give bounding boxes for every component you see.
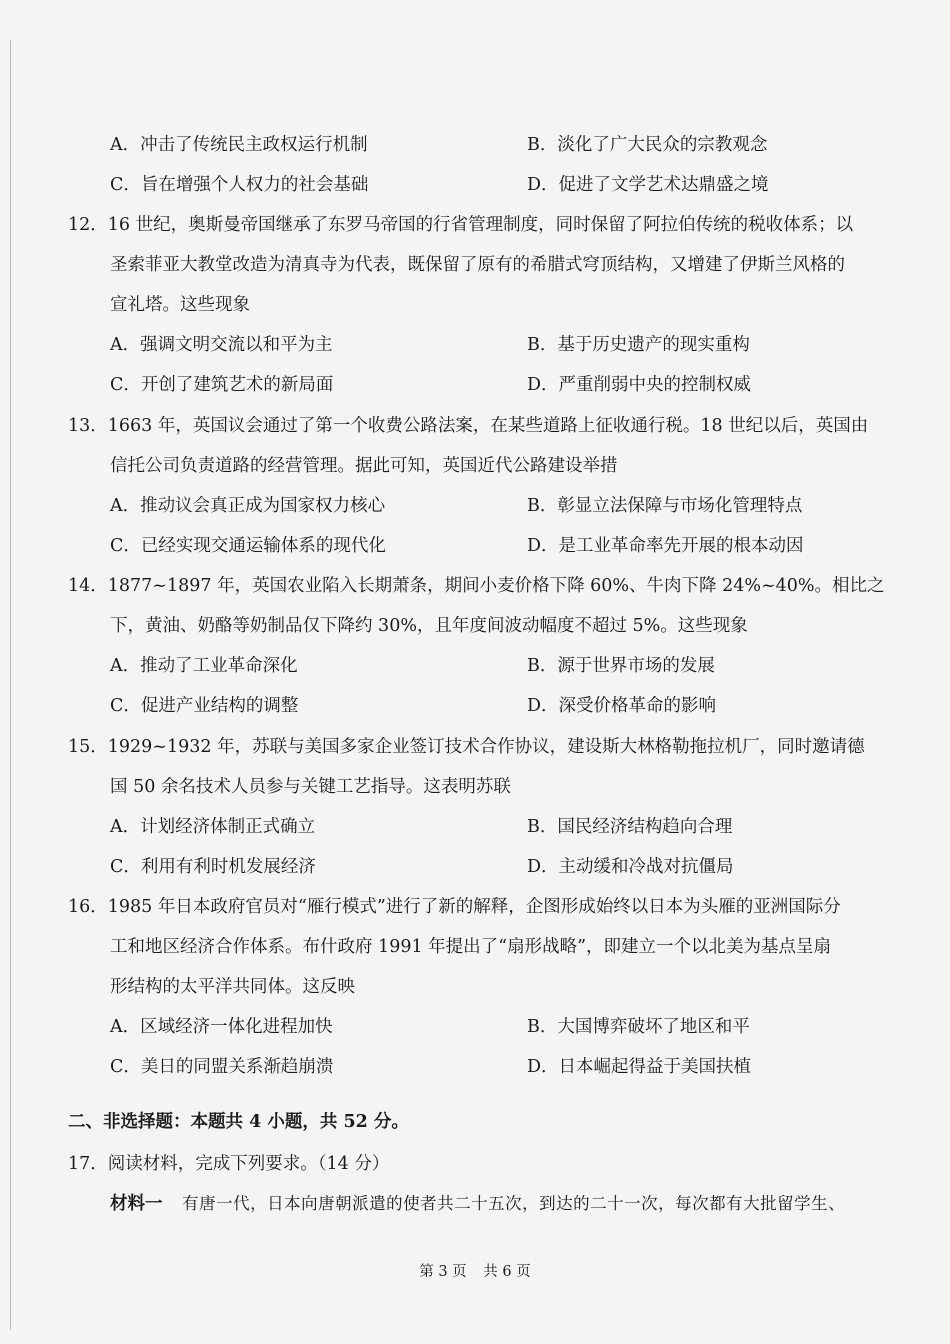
page-footer	[0, 1260, 950, 1281]
q16-option-a: A．区域经济一体化进程加快	[110, 1017, 333, 1037]
q14-option-b: B．源于世界市场的发展	[527, 656, 715, 676]
q15-stem-line2: 国 50 余名技术人员参与关键工艺指导。这表明苏联	[110, 777, 511, 797]
q12-option-a: A．强调文明交流以和平为主	[110, 335, 333, 355]
q11-option-c: C．旨在增强个人权力的社会基础	[110, 175, 369, 195]
page-number: 第 3 页	[419, 1264, 467, 1280]
q12-stem-line3: 宣礼塔。这些现象	[110, 295, 250, 315]
q13-option-b: B．彰显立法保障与市场化管理特点	[527, 496, 803, 516]
q13-stem-line1: 13．1663 年，英国议会通过了第一个收费公路法案，在某些道路上征收通行税。18 世纪以后，英国由	[68, 416, 869, 436]
q15-option-b: B．国民经济结构趋向合理	[527, 817, 733, 837]
q13-option-d: D．是工业革命率先开展的根本动因	[527, 536, 804, 556]
page-total: 共 6 页	[483, 1264, 531, 1280]
q15-option-c: C．利用有利时机发展经济	[110, 857, 316, 877]
material-text: 有唐一代，日本向唐朝派遣的使者共二十五次，到达的二十一次，每次都有大批留学生、	[182, 1194, 846, 1213]
q11-option-a: A．冲击了传统民主政权运行机制	[110, 135, 368, 155]
q11-option-b: B．淡化了广大民众的宗教观念	[527, 135, 768, 155]
q16-stem-line1: 16．1985 年日本政府官员对“雁行模式”进行了新的解释，企图形成始终以日本为头雁的亚洲国际分	[68, 897, 841, 917]
q13-option-a: A．推动议会真正成为国家权力核心	[110, 496, 386, 516]
material-label: 材料一	[110, 1194, 163, 1214]
q15-stem-line1: 15．1929~1932 年，苏联与美国多家企业签订技术合作协议，建设斯大林格勒拖拉机厂，同时邀请德	[68, 737, 865, 757]
q13-option-c: C．已经实现交通运输体系的现代化	[110, 536, 386, 556]
q12-option-c: C．开创了建筑艺术的新局面	[110, 375, 334, 395]
q12-option-d: D．严重削弱中央的控制权威	[527, 375, 752, 395]
q15-option-d: D．主动缓和冷战对抗僵局	[527, 857, 734, 877]
q12-option-b: B．基于历史遗产的现实重构	[527, 335, 750, 355]
q16-option-b: B．大国博弈破坏了地区和平	[527, 1017, 750, 1037]
page-margin-line	[10, 40, 11, 1330]
q15-option-a: A．计划经济体制正式确立	[110, 817, 316, 837]
q14-stem-line1: 14．1877~1897 年，英国农业陷入长期萧条，期间小麦价格下降 60%、牛肉下降 24%~40%。相比之	[68, 576, 885, 596]
q12-stem-line2: 圣索菲亚大教堂改造为清真寺为代表，既保留了原有的希腊式穹顶结构，又增建了伊斯兰风格的	[110, 255, 845, 275]
q14-stem-line2: 下，黄油、奶酪等奶制品仅下降约 30%，且年度间波动幅度不超过 5%。这些现象	[110, 616, 748, 636]
q13-stem-line2: 信托公司负责道路的经营管理。据此可知，英国近代公路建设举措	[110, 456, 618, 476]
q11-option-d: D．促进了文学艺术达鼎盛之境	[527, 175, 769, 195]
q12-stem-line1: 12．16 世纪，奥斯曼帝国继承了东罗马帝国的行省管理制度，同时保留了阿拉伯传统的税收体系；以	[68, 215, 854, 235]
q17-material-line	[110, 1192, 845, 1216]
q16-option-d: D．日本崛起得益于美国扶植	[527, 1057, 752, 1077]
q17-stem: 17．阅读材料，完成下列要求。（14 分）	[68, 1154, 390, 1174]
q16-stem-line3: 形结构的太平洋共同体。这反映	[110, 977, 355, 997]
q14-option-a: A．推动了工业革命深化	[110, 656, 298, 676]
q14-option-c: C．促进产业结构的调整	[110, 696, 299, 716]
q16-stem-line2: 工和地区经济合作体系。布什政府 1991 年提出了“扇形战略”，即建立一个以北美为基点呈扇	[110, 937, 832, 957]
section-heading: 二、非选择题：本题共 4 小题，共 52 分。	[68, 1112, 409, 1132]
q14-option-d: D．深受价格革命的影响	[527, 696, 717, 716]
q16-option-c: C．美日的同盟关系渐趋崩溃	[110, 1057, 334, 1077]
